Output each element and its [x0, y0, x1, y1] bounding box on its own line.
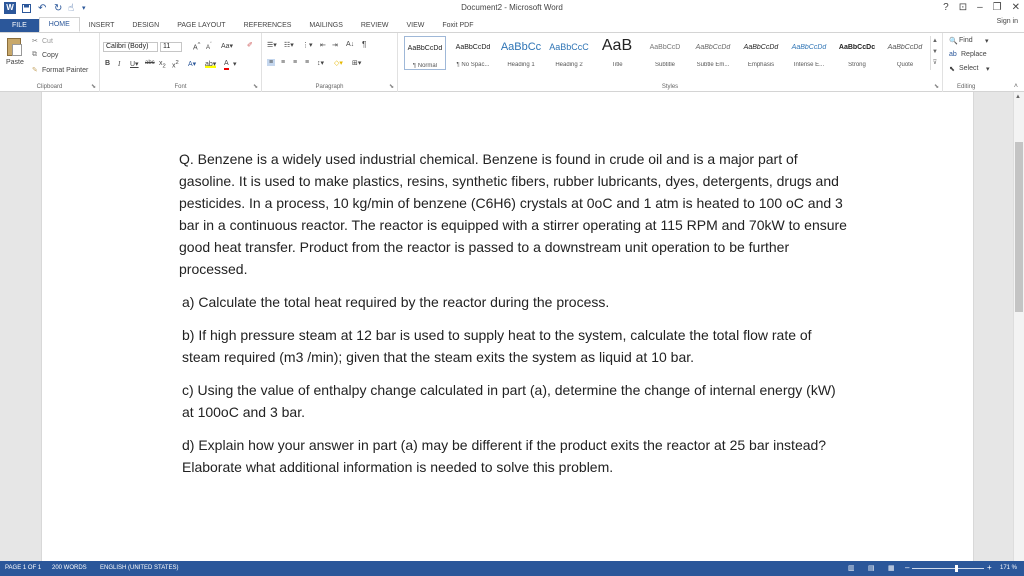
replace-icon[interactable]: ab [949, 51, 957, 58]
style-name: Title [611, 62, 623, 68]
clear-formatting-icon[interactable]: ✐ [247, 42, 253, 49]
read-mode-icon[interactable]: ▥ [848, 565, 855, 572]
undo-icon[interactable]: ↶ [38, 2, 47, 14]
tab-foxit-pdf[interactable]: Foxit PDF [442, 22, 474, 29]
font-name-box[interactable]: Calibri (Body) [103, 42, 158, 52]
clipboard-launcher-icon[interactable]: ⬊ [90, 84, 96, 90]
close-icon[interactable]: ✕ [1011, 2, 1020, 13]
shrink-font-icon[interactable]: $A^ˇ$ [206, 42, 212, 51]
zoom-level[interactable]: 171 % [1000, 565, 1018, 571]
highlight-icon[interactable]: ab▾ [205, 61, 217, 68]
justify-icon[interactable]: ≡ [305, 59, 310, 66]
tab-view[interactable]: VIEW [406, 22, 425, 29]
style-name: Heading 2 [555, 62, 583, 68]
decrease-indent-icon[interactable]: ⇤ [320, 42, 326, 49]
minimize-icon[interactable]: – [977, 2, 983, 13]
styles-group [398, 33, 943, 92]
grow-font-icon[interactable]: A^ [193, 42, 201, 52]
paste-icon[interactable] [7, 38, 21, 56]
show-marks-icon[interactable]: ¶ [362, 40, 367, 49]
cut-icon[interactable]: ✂ [32, 38, 38, 45]
question-paragraph[interactable]: Q. Benzene is a widely used industrial chemical. Benzene is found in crude oil and is a major part of gasoline. It is used to make plastics, resins, synthetic fibers, rubber lubricants, dyes, detergents, drugs and pesticides. In a process, 10 kg/min of benzene (C6H6) crystals at 0oC and 1 atm is heated to 100 oC and 3 bar in a continuous reactor. The reactor is equipped with a stirrer operating at 115 RPM and 70kW to ensure good heat transfer. Product from the reactor is passed to a downstream unit operation to be further processed. [179, 151, 847, 277]
tab-file[interactable]: FILE [0, 19, 39, 32]
language-indicator[interactable]: ENGLISH (UNITED STATES) [100, 565, 179, 571]
scrollbar-thumb[interactable] [1015, 142, 1023, 312]
document-content[interactable] [179, 148, 849, 478]
select-dropdown-icon[interactable]: ▾ [986, 66, 990, 73]
line-spacing-icon[interactable]: ↕▾ [317, 60, 325, 67]
ribbon-tabs [0, 17, 1024, 32]
document-page[interactable] [41, 92, 974, 561]
style-preview: AaBbCcDd [743, 44, 779, 51]
paragraph-launcher-icon[interactable]: ⬊ [388, 84, 394, 90]
print-layout-icon[interactable]: ▤ [868, 565, 875, 572]
font-color-dropdown-icon[interactable]: ▾ [233, 61, 237, 68]
tab-references[interactable]: REFERENCES [243, 22, 292, 29]
style-no-spacing[interactable] [452, 36, 494, 70]
style-heading-1[interactable] [500, 36, 542, 70]
style-name: Intense E... [793, 62, 825, 68]
style-normal[interactable] [404, 36, 446, 70]
change-case-icon[interactable]: Aa▾ [221, 43, 234, 50]
touch-mode-icon[interactable]: ☝ [68, 2, 75, 14]
tab-insert[interactable]: INSERT [88, 22, 115, 29]
font-color-icon[interactable]: A [224, 60, 229, 70]
style-name: Quote [896, 62, 914, 68]
restore-icon[interactable]: ❐ [992, 2, 1002, 13]
editing-label: Editing [957, 84, 976, 90]
align-left-icon[interactable]: ≡ [269, 59, 274, 66]
part-d-paragraph[interactable]: d) Explain how your answer in part (a) may be different if the product exits the reactor at 25 bar instead? Elaborate what additional information is needed to solve this problem. [182, 437, 827, 475]
style-subtle-emphasis[interactable] [692, 36, 734, 70]
increase-indent-icon[interactable]: ⇥ [332, 42, 338, 49]
zoom-slider-thumb[interactable] [955, 565, 958, 572]
customize-toolbar-icon[interactable]: ▾ [82, 5, 86, 12]
collapse-ribbon-icon[interactable]: ˄ [1013, 83, 1018, 90]
style-preview: AaBbCc [500, 41, 542, 53]
tab-home[interactable]: HOME [39, 17, 80, 32]
scroll-up-icon[interactable]: ▲ [1015, 94, 1021, 100]
numbering-icon[interactable]: ☷▾ [284, 42, 294, 49]
style-title[interactable] [596, 36, 638, 70]
ribbon-display-icon[interactable]: ⊡ [958, 2, 968, 13]
style-name: Strong [848, 62, 866, 68]
font-label: Font [174, 84, 187, 90]
ribbon [0, 32, 1024, 92]
style-preview: AaBbCcC [549, 42, 589, 52]
paragraph-label: Paragraph [315, 84, 344, 90]
style-subtitle[interactable] [644, 36, 686, 70]
style-preview: AaBbCcDd [887, 44, 923, 51]
part-c-paragraph[interactable]: c) Using the value of enthalpy change calculated in part (a), determine the change of internal energy (kW) at 100oC and 3 bar. [182, 382, 836, 420]
style-name: Subtitle [654, 62, 675, 68]
styles-label: Styles [661, 84, 679, 90]
style-intense-emphasis[interactable] [788, 36, 830, 70]
tab-page-layout[interactable]: PAGE LAYOUT [177, 22, 226, 29]
help-icon[interactable]: ? [943, 2, 949, 13]
find-icon[interactable]: 🔍 [949, 38, 958, 45]
sign-in-link[interactable]: Sign in [996, 18, 1018, 25]
format-painter-icon[interactable]: ✎ [32, 67, 38, 74]
style-preview: AaBbCcD [649, 44, 681, 51]
zoom-out-icon[interactable]: – [905, 563, 910, 572]
document-title: Document2 - Microsoft Word [461, 3, 563, 12]
style-preview: AaBbCcDd [695, 44, 731, 51]
document-area [0, 92, 1024, 561]
style-name: ¶ Normal [412, 63, 438, 69]
tab-mailings[interactable]: MAILINGS [309, 22, 343, 29]
font-size-box[interactable]: 11 [160, 42, 182, 52]
strikethrough-icon[interactable]: abc [145, 60, 155, 66]
web-layout-icon[interactable]: ▦ [888, 565, 895, 572]
find-dropdown-icon[interactable]: ▾ [985, 38, 989, 45]
sort-icon[interactable]: A↓ [346, 41, 355, 48]
style-quote[interactable] [884, 36, 926, 70]
styles-scroll[interactable]: ▲ ▼ ⊽ [930, 36, 939, 70]
word-app-icon[interactable]: W [4, 2, 16, 14]
paste-button[interactable]: Paste [6, 59, 24, 66]
window-controls [943, 2, 1020, 13]
tab-review[interactable]: REVIEW [360, 22, 389, 29]
format-painter-button[interactable]: Format Painter [42, 67, 89, 74]
font-group [100, 33, 262, 92]
italic-icon[interactable]: I [118, 60, 121, 68]
style-preview: AaBbCcDd [791, 44, 827, 51]
style-strong[interactable] [836, 36, 878, 70]
clipboard-label: Clipboard [36, 84, 63, 90]
style-preview: AaBbCcDc [838, 44, 876, 51]
page-count[interactable]: PAGE 1 OF 1 [5, 565, 42, 571]
multilevel-list-icon[interactable]: ⋮▾ [302, 42, 313, 49]
align-center-icon[interactable]: ≡ [281, 59, 286, 66]
editing-group [943, 33, 1024, 92]
bullets-icon[interactable]: ☰▾ [267, 42, 277, 49]
clipboard-group [0, 33, 100, 92]
text-effects-icon[interactable]: A▾ [188, 61, 197, 68]
select-button[interactable]: Select [959, 65, 979, 72]
styles-launcher-icon[interactable]: ⬊ [933, 84, 939, 90]
redo-icon[interactable]: ↻ [54, 2, 63, 14]
copy-icon[interactable]: ⧉ [32, 51, 37, 58]
vertical-scrollbar[interactable] [1013, 92, 1024, 561]
style-name: Heading 1 [507, 62, 535, 68]
zoom-in-icon[interactable]: + [987, 563, 992, 572]
underline-icon[interactable]: U▾ [130, 61, 139, 68]
paragraph-group [262, 33, 398, 92]
shading-icon[interactable]: ◇▾ [334, 60, 343, 67]
title-bar [0, 0, 1024, 17]
find-button[interactable]: Find [959, 37, 973, 44]
style-name: ¶ No Spac... [456, 62, 490, 68]
borders-icon[interactable]: ⊞▾ [352, 60, 362, 67]
zoom-slider[interactable] [912, 568, 984, 569]
part-b-paragraph[interactable]: b) If high pressure steam at 12 bar is used to supply heat to the system, calculate the total flow rate of steam required (m3 /min); given that the steam exits the system as liquid at 10 bar. [182, 327, 812, 365]
style-emphasis[interactable] [740, 36, 782, 70]
bold-icon[interactable]: B [105, 60, 111, 67]
style-heading-2[interactable] [548, 36, 590, 70]
replace-button[interactable]: Replace [961, 51, 987, 58]
status-bar [0, 561, 1024, 576]
copy-button[interactable]: Copy [42, 52, 59, 59]
style-preview: AaBbCcDd [455, 44, 491, 51]
tab-design[interactable]: DESIGN [132, 22, 160, 29]
style-name: Subtle Em... [696, 62, 730, 68]
font-launcher-icon[interactable]: ⬊ [252, 84, 258, 90]
part-a-paragraph[interactable]: a) Calculate the total heat required by the reactor during the process. [182, 294, 610, 310]
style-preview: AaBbCcDd [407, 45, 443, 52]
style-preview: AaB [601, 37, 633, 54]
word-count[interactable]: 200 WORDS [52, 565, 87, 571]
superscript-icon[interactable]: $x^2$ [172, 60, 179, 70]
style-name: Emphasis [747, 62, 775, 68]
cut-button[interactable]: Cut [42, 38, 53, 45]
subscript-icon[interactable]: $x_2$ [159, 60, 166, 70]
select-icon[interactable]: ⬉ [949, 66, 955, 73]
align-right-icon[interactable]: ≡ [293, 59, 298, 66]
